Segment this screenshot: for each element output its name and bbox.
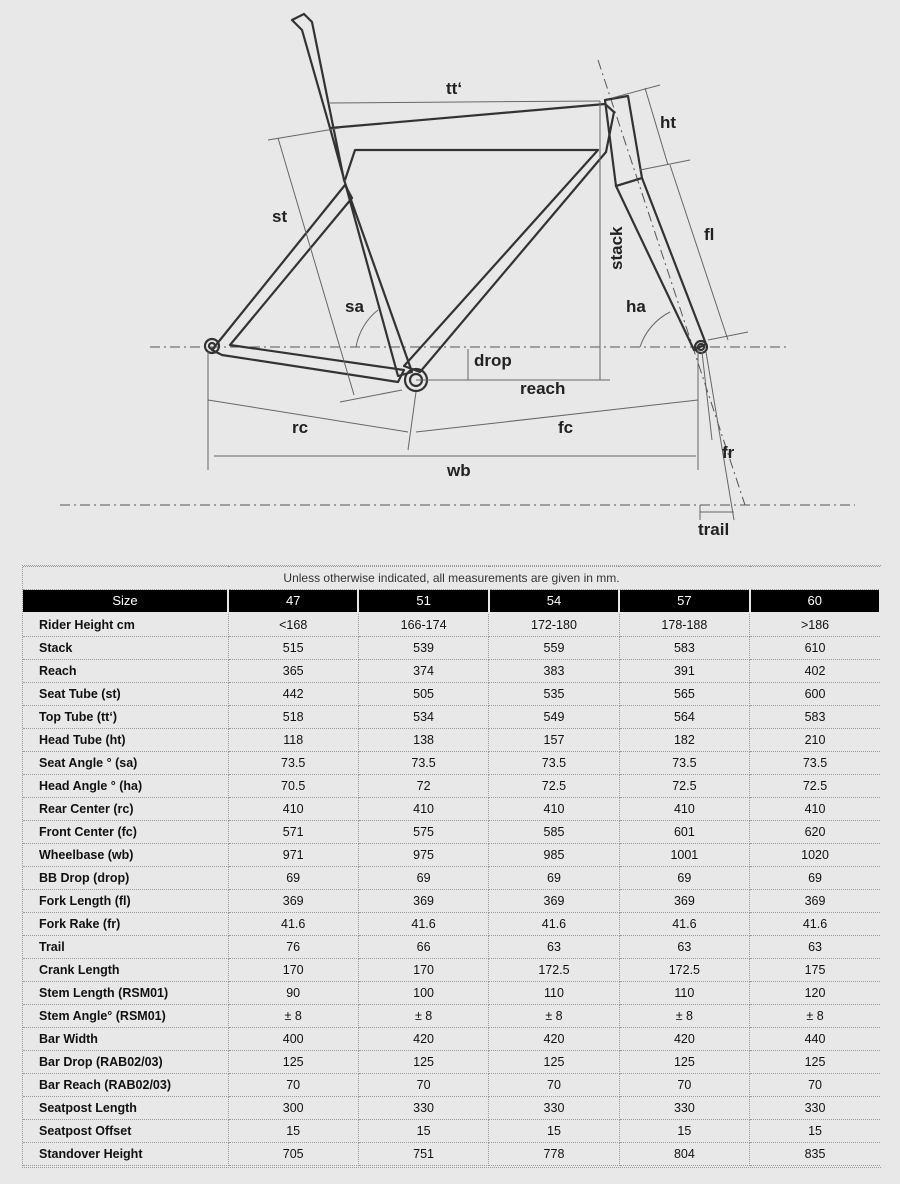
label-fl: fl (704, 225, 715, 244)
table-cell: >186 (750, 613, 880, 637)
table-cell: 1020 (750, 844, 880, 867)
table-cell: ± 8 (750, 1005, 880, 1028)
table-cell: 70 (228, 1074, 358, 1097)
table-cell: 70 (750, 1074, 880, 1097)
frame-geometry-diagram (0, 0, 900, 550)
table-cell: 66 (358, 936, 488, 959)
table-cell: 125 (358, 1051, 488, 1074)
table-row (23, 706, 880, 729)
label-ha: ha (626, 297, 646, 316)
table-cell: 166-174 (358, 613, 488, 637)
table-cell: 620 (750, 821, 880, 844)
size-header-57: 57 (619, 590, 749, 614)
table-cell: 601 (619, 821, 749, 844)
table-cell: 73.5 (489, 752, 619, 775)
table-cell: 585 (489, 821, 619, 844)
table-cell: 69 (358, 867, 488, 890)
table-row (23, 1005, 880, 1028)
table-cell: ± 8 (489, 1005, 619, 1028)
table-cell: 63 (619, 936, 749, 959)
table-cell: 402 (750, 660, 880, 683)
table-cell: 41.6 (750, 913, 880, 936)
table-cell: 400 (228, 1028, 358, 1051)
row-label: Stem Length (RSM01) (23, 982, 228, 1005)
table-row (23, 1097, 880, 1120)
table-cell: 565 (619, 683, 749, 706)
table-cell: 778 (489, 1143, 619, 1166)
table-cell: 518 (228, 706, 358, 729)
table-cell: 369 (358, 890, 488, 913)
table-cell: 125 (228, 1051, 358, 1074)
table-cell: 420 (619, 1028, 749, 1051)
size-header: Size (23, 590, 228, 614)
row-label: Crank Length (23, 959, 228, 982)
table-cell: 170 (228, 959, 358, 982)
table-cell: 138 (358, 729, 488, 752)
table-row (23, 867, 880, 890)
label-tt: tt‘ (446, 79, 463, 98)
table-cell: 157 (489, 729, 619, 752)
row-label: Head Angle ° (ha) (23, 775, 228, 798)
table-cell: 41.6 (358, 913, 488, 936)
table-cell: 369 (228, 890, 358, 913)
table-cell: 549 (489, 706, 619, 729)
table-cell: 575 (358, 821, 488, 844)
table-cell: 440 (750, 1028, 880, 1051)
table-cell: 72.5 (619, 775, 749, 798)
table-cell: 835 (750, 1143, 880, 1166)
table-row (23, 913, 880, 936)
row-label: Fork Rake (fr) (23, 913, 228, 936)
label-trail: trail (698, 520, 730, 539)
row-label: Bar Reach (RAB02/03) (23, 1074, 228, 1097)
table-row (23, 844, 880, 867)
table-cell: 120 (750, 982, 880, 1005)
table-cell: ± 8 (358, 1005, 488, 1028)
table-cell: 15 (358, 1120, 488, 1143)
table-cell: 583 (750, 706, 880, 729)
label-sa: sa (345, 297, 364, 316)
row-label: Fork Length (fl) (23, 890, 228, 913)
geometry-table (23, 566, 881, 1166)
row-label: Stack (23, 637, 228, 660)
table-cell: 41.6 (228, 913, 358, 936)
table-cell: 330 (750, 1097, 880, 1120)
table-cell: 15 (619, 1120, 749, 1143)
table-cell: 73.5 (228, 752, 358, 775)
table-row (23, 982, 880, 1005)
table-row (23, 775, 880, 798)
label-fr: fr (722, 443, 735, 462)
table-cell: 410 (619, 798, 749, 821)
table-row (23, 613, 880, 637)
table-cell: 90 (228, 982, 358, 1005)
table-cell: 374 (358, 660, 488, 683)
label-st: st (272, 207, 288, 226)
row-label: Seat Tube (st) (23, 683, 228, 706)
table-cell: ± 8 (619, 1005, 749, 1028)
table-cell: 300 (228, 1097, 358, 1120)
table-cell: 505 (358, 683, 488, 706)
table-cell: 610 (750, 637, 880, 660)
table-row (23, 752, 880, 775)
table-row (23, 821, 880, 844)
table-cell: 172-180 (489, 613, 619, 637)
table-row (23, 729, 880, 752)
table-cell: 70.5 (228, 775, 358, 798)
table-cell: 369 (489, 890, 619, 913)
table-cell: 583 (619, 637, 749, 660)
table-cell: 73.5 (358, 752, 488, 775)
table-cell: 410 (228, 798, 358, 821)
table-cell: 383 (489, 660, 619, 683)
table-cell: 705 (228, 1143, 358, 1166)
table-cell: 971 (228, 844, 358, 867)
table-cell: 63 (750, 936, 880, 959)
table-cell: 110 (489, 982, 619, 1005)
table-row (23, 660, 880, 683)
table-cell: 559 (489, 637, 619, 660)
table-row (23, 1143, 880, 1166)
table-cell: 125 (750, 1051, 880, 1074)
size-header-60: 60 (750, 590, 880, 614)
table-row (23, 1120, 880, 1143)
table-row (23, 890, 880, 913)
table-cell: 172.5 (489, 959, 619, 982)
table-cell: 70 (489, 1074, 619, 1097)
bike-frame (205, 14, 707, 391)
table-cell: 72.5 (489, 775, 619, 798)
table-cell: 391 (619, 660, 749, 683)
label-rc: rc (292, 418, 309, 437)
table-cell: 73.5 (750, 752, 880, 775)
table-cell: 110 (619, 982, 749, 1005)
table-cell: 539 (358, 637, 488, 660)
row-label: Front Center (fc) (23, 821, 228, 844)
table-cell: 369 (750, 890, 880, 913)
label-fc: fc (558, 418, 574, 437)
table-cell: 125 (489, 1051, 619, 1074)
label-wb: wb (447, 461, 471, 480)
table-cell: 100 (358, 982, 488, 1005)
table-cell: 182 (619, 729, 749, 752)
table-cell: 73.5 (619, 752, 749, 775)
table-row (23, 683, 880, 706)
row-label: Standover Height (23, 1143, 228, 1166)
row-label: BB Drop (drop) (23, 867, 228, 890)
table-cell: <168 (228, 613, 358, 637)
table-cell: 420 (489, 1028, 619, 1051)
table-cell: 70 (619, 1074, 749, 1097)
table-row (23, 959, 880, 982)
table-cell: 76 (228, 936, 358, 959)
row-label: Trail (23, 936, 228, 959)
table-cell: ± 8 (228, 1005, 358, 1028)
row-label: Bar Width (23, 1028, 228, 1051)
table-cell: 330 (358, 1097, 488, 1120)
row-label: Rider Height cm (23, 613, 228, 637)
table-cell: 330 (489, 1097, 619, 1120)
table-cell: 410 (489, 798, 619, 821)
table-cell: 15 (750, 1120, 880, 1143)
table-body (23, 613, 880, 1166)
row-label: Seatpost Length (23, 1097, 228, 1120)
row-label: Head Tube (ht) (23, 729, 228, 752)
label-reach: reach (520, 379, 566, 398)
row-label: Seatpost Offset (23, 1120, 228, 1143)
table-cell: 63 (489, 936, 619, 959)
row-label: Stem Angle° (RSM01) (23, 1005, 228, 1028)
table-cell: 751 (358, 1143, 488, 1166)
table-cell: 804 (619, 1143, 749, 1166)
size-header-51: 51 (358, 590, 488, 614)
table-cell: 69 (750, 867, 880, 890)
table-cell: 535 (489, 683, 619, 706)
row-label: Top Tube (tt‘) (23, 706, 228, 729)
table-cell: 178-188 (619, 613, 749, 637)
table-cell: 125 (619, 1051, 749, 1074)
table-cell: 420 (358, 1028, 488, 1051)
table-cell: 15 (228, 1120, 358, 1143)
size-header-47: 47 (228, 590, 358, 614)
table-row (23, 936, 880, 959)
table-note-row (23, 567, 880, 590)
table-cell: 515 (228, 637, 358, 660)
table-cell: 571 (228, 821, 358, 844)
table-cell: 69 (489, 867, 619, 890)
row-label: Reach (23, 660, 228, 683)
table-row (23, 1074, 880, 1097)
table-cell: 369 (619, 890, 749, 913)
row-label: Rear Center (rc) (23, 798, 228, 821)
table-cell: 172.5 (619, 959, 749, 982)
table-row (23, 1051, 880, 1074)
label-stack: stack (607, 226, 626, 270)
measurement-note: Unless otherwise indicated, all measurements are given in mm. (23, 567, 880, 590)
table-cell: 175 (750, 959, 880, 982)
row-label: Wheelbase (wb) (23, 844, 228, 867)
table-cell: 365 (228, 660, 358, 683)
table-cell: 41.6 (489, 913, 619, 936)
table-cell: 170 (358, 959, 488, 982)
table-cell: 69 (228, 867, 358, 890)
table-cell: 442 (228, 683, 358, 706)
table-cell: 600 (750, 683, 880, 706)
table-cell: 69 (619, 867, 749, 890)
row-label: Seat Angle ° (sa) (23, 752, 228, 775)
label-ht: ht (660, 113, 677, 132)
table-cell: 410 (750, 798, 880, 821)
table-cell: 534 (358, 706, 488, 729)
table-cell: 72 (358, 775, 488, 798)
table-cell: 410 (358, 798, 488, 821)
table-cell: 41.6 (619, 913, 749, 936)
table-cell: 72.5 (750, 775, 880, 798)
table-cell: 118 (228, 729, 358, 752)
table-cell: 210 (750, 729, 880, 752)
row-label: Bar Drop (RAB02/03) (23, 1051, 228, 1074)
table-cell: 330 (619, 1097, 749, 1120)
table-header-row (23, 590, 880, 614)
table-cell: 70 (358, 1074, 488, 1097)
table-row (23, 637, 880, 660)
table-cell: 985 (489, 844, 619, 867)
table-row (23, 1028, 880, 1051)
table-cell: 1001 (619, 844, 749, 867)
label-drop: drop (474, 351, 512, 370)
table-cell: 564 (619, 706, 749, 729)
table-cell: 15 (489, 1120, 619, 1143)
size-header-54: 54 (489, 590, 619, 614)
table-row (23, 798, 880, 821)
table-cell: 975 (358, 844, 488, 867)
